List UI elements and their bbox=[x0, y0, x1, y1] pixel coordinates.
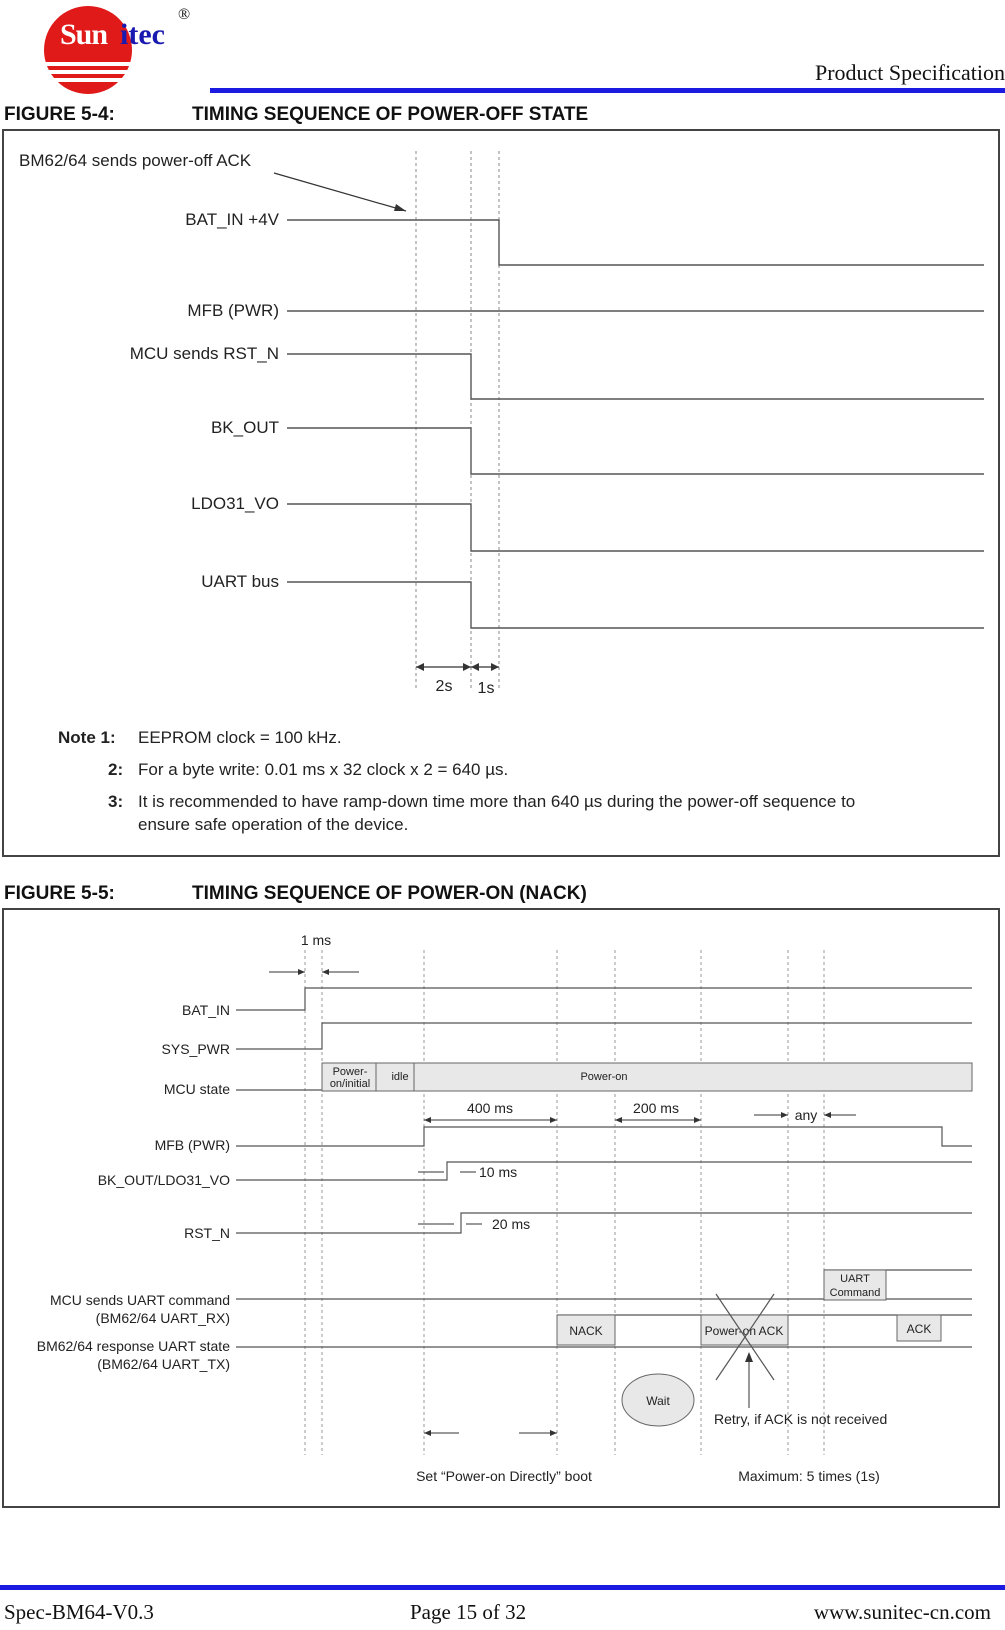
f4-uart-label: UART bus bbox=[201, 572, 279, 591]
footer-spec: Spec-BM64-V0.3 bbox=[4, 1600, 154, 1624]
f5-state-initial: on/initial bbox=[329, 1078, 371, 1090]
f4-duration-1s: 1s bbox=[477, 680, 495, 697]
f4-rst-wave bbox=[287, 354, 984, 399]
f5-state-idle: idle bbox=[391, 1071, 409, 1083]
f5-box-poweron-ack: Power-on ACK bbox=[704, 1324, 784, 1338]
header-rule bbox=[210, 88, 1005, 93]
f4-ldo-wave bbox=[287, 504, 984, 551]
company-logo bbox=[28, 4, 248, 96]
f5-mcustate-bar bbox=[322, 1063, 972, 1091]
f4-mfb-label: MFB (PWR) bbox=[187, 301, 279, 320]
f5-bkout-label: BK_OUT/LDO31_VO bbox=[97, 1172, 230, 1188]
f5-uarttx-label: (BM62/64 UART_TX) bbox=[97, 1356, 230, 1372]
f5-timing-20ms: 20 ms bbox=[492, 1216, 531, 1232]
f5-timing-400ms: 400 ms bbox=[467, 1100, 513, 1116]
f5-batin-label: BAT_IN bbox=[182, 1002, 230, 1018]
f5-box-command: Command bbox=[829, 1287, 881, 1299]
figure5-diagram bbox=[4, 910, 998, 1506]
f4-note2-num: 2: bbox=[108, 760, 124, 779]
f5-state-poweron: Power-on bbox=[580, 1071, 628, 1083]
f5-batin-wave bbox=[236, 988, 972, 1010]
f5-syspwr-label: SYS_PWR bbox=[161, 1041, 230, 1057]
f5-timing-200ms: 200 ms bbox=[633, 1100, 679, 1116]
figure5-title: TIMING SEQUENCE OF POWER-ON (NACK) bbox=[192, 883, 587, 904]
f5-box-wait: Wait bbox=[646, 1394, 670, 1408]
f5-uartcmd-label: MCU sends UART command bbox=[50, 1292, 230, 1308]
f5-mfb-label: MFB (PWR) bbox=[154, 1137, 230, 1153]
f4-note3-cont: ensure safe operation of the device. bbox=[138, 815, 409, 834]
f5-rst-label: RST_N bbox=[184, 1225, 230, 1241]
f4-uart-wave bbox=[287, 582, 984, 628]
f5-timing-1ms: 1 ms bbox=[300, 932, 332, 948]
f5-uartrx-label: (BM62/64 UART_RX) bbox=[95, 1310, 230, 1326]
f5-box-nack: NACK bbox=[569, 1324, 603, 1338]
f4-note1-num: Note 1: bbox=[58, 728, 116, 747]
f4-note1 bbox=[58, 728, 342, 748]
figure5-box bbox=[2, 908, 1000, 1508]
f5-uartstate-label: BM62/64 response UART state bbox=[36, 1338, 230, 1354]
f4-bkout-wave bbox=[287, 428, 984, 474]
f5-syspwr-wave bbox=[236, 1023, 972, 1049]
f4-ack-label: BM62/64 sends power-off ACK bbox=[19, 151, 252, 170]
figure4-title: TIMING SEQUENCE OF POWER-OFF STATE bbox=[192, 104, 589, 125]
f4-duration-2s: 2s bbox=[435, 678, 453, 695]
f4-note3 bbox=[108, 792, 856, 812]
logo-sun-text: Sun bbox=[60, 18, 108, 51]
f4-batin-label: BAT_IN +4V bbox=[185, 210, 279, 229]
f5-mfb-wave bbox=[236, 1127, 972, 1146]
footer-page: Page 15 of 32 bbox=[410, 1600, 527, 1624]
figure5-label: FIGURE 5-5: bbox=[4, 883, 115, 904]
f5-rst-wave bbox=[236, 1213, 972, 1233]
logo-itec-text: itec bbox=[120, 18, 165, 51]
registered-mark: ® bbox=[178, 6, 191, 23]
f4-ldo-label: LDO31_VO bbox=[191, 494, 279, 513]
figure4-label: FIGURE 5-4: bbox=[4, 104, 115, 125]
f4-batin-wave bbox=[287, 220, 984, 265]
f5-box-ack: ACK bbox=[906, 1322, 932, 1336]
f5-timing-any: any bbox=[794, 1107, 818, 1123]
f5-boot-note: Set “Power-on Directly” boot bbox=[416, 1468, 592, 1484]
footer-rule bbox=[0, 1585, 1005, 1590]
f4-rst-label: MCU sends RST_N bbox=[129, 344, 279, 363]
f4-note1-text: EEPROM clock = 100 kHz. bbox=[138, 728, 342, 747]
f5-timing-10ms: 10 ms bbox=[479, 1164, 518, 1180]
f4-ack-arrow bbox=[274, 173, 406, 211]
header-title: Product Specification bbox=[814, 60, 1005, 85]
f5-bkout-wave bbox=[236, 1162, 972, 1180]
f4-note2-text: For a byte write: 0.01 ms x 32 clock x 2 = 640 µs. bbox=[138, 760, 509, 779]
f5-retry-note: Retry, if ACK is not received bbox=[714, 1411, 888, 1427]
f5-box-uart: UART bbox=[840, 1273, 870, 1285]
f4-note3-num: 3: bbox=[108, 792, 124, 811]
f5-max-note: Maximum: 5 times (1s) bbox=[738, 1468, 880, 1484]
f4-note2 bbox=[108, 760, 509, 780]
f5-state-power: Power- bbox=[332, 1066, 368, 1078]
f5-mcustate-label: MCU state bbox=[163, 1081, 230, 1097]
f4-note3-text: It is recommended to have ramp-down time more than 640 µs during the power-off sequence to bbox=[138, 792, 856, 811]
f4-bkout-label: BK_OUT bbox=[210, 418, 279, 437]
footer-url: www.sunitec-cn.com bbox=[813, 1600, 991, 1624]
